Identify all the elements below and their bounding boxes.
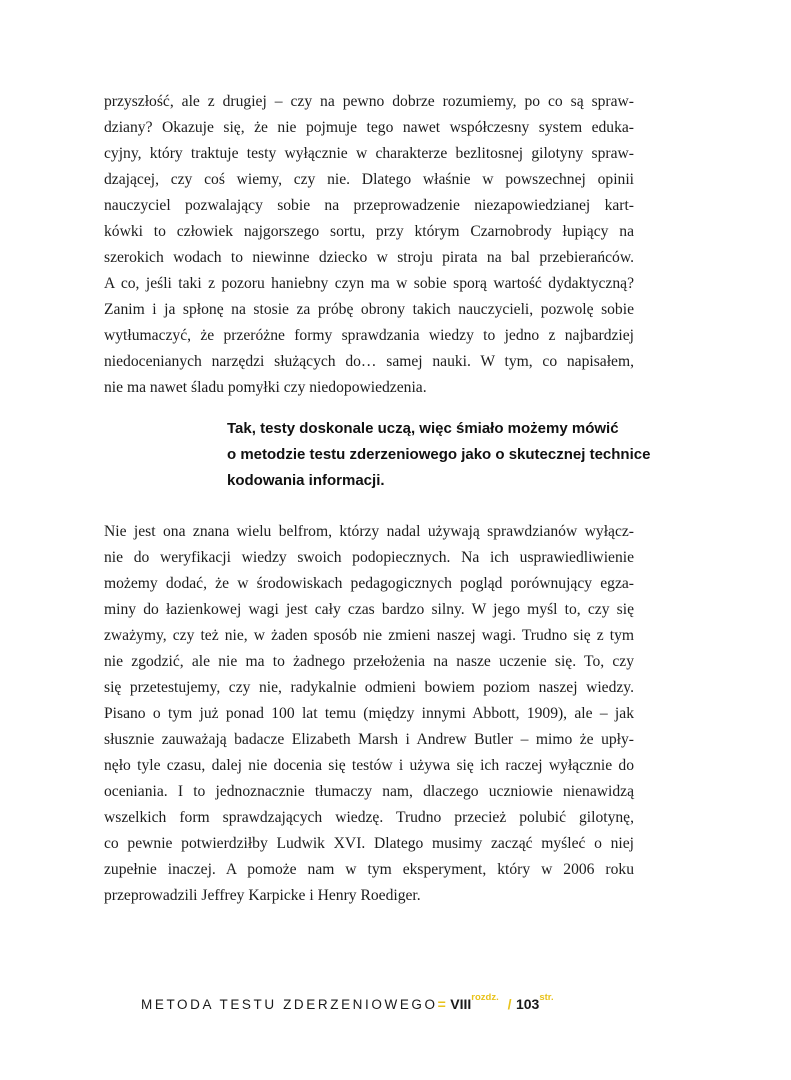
text-line: niedocenianych narzędzi służących do… samej nauki. W tym, co napisałem, [104, 353, 634, 370]
text-line: A co, jeśli taki z pozoru haniebny czyn ma w sobie sporą wartość dydaktyczną? [104, 275, 634, 292]
text-line: nie zgodzić, ale nie ma to żadnego przełożenia na nasze uczenie się. To, czy [104, 653, 634, 670]
text-line: przyszłość, ale z drugiej – czy na pewno dobrze rozumiemy, po co są spraw- [104, 93, 634, 110]
text-line: nie do weryfikacji wiedzy swoich podopiecznych. Na ich usprawiedliwienie [104, 549, 634, 566]
text-line: dzającej, czy coś wiemy, czy nie. Dlatego właśnie w powszechnej opinii [104, 171, 634, 188]
text-line: możemy dodać, że w środowiskach pedagogicznych pogląd porównujący egza- [104, 575, 634, 592]
text-line: Nie jest ona znana wielu belfrom, którzy nadal używają sprawdzianów wyłącz- [104, 523, 634, 540]
footer-slash: / [507, 996, 512, 1012]
footer-book-title: METODA TESTU ZDERZENIOWEGO [141, 997, 438, 1012]
text-line: nęło tyle czasu, dalej nie docenia się testów i używa się ich raczej wyłącznie do [104, 757, 634, 774]
text-line: nie ma nawet śladu pomyłki czy niedopowiedzenia. [104, 379, 427, 396]
footer-separator: = [437, 996, 446, 1012]
text-line: nauczyciel pozwalający sobie na przeprowadzenie niezapowiedzianej kart- [104, 197, 634, 214]
text-line: słusznie zauważają badacze Elizabeth Marsh i Andrew Butler – mimo że upły- [104, 731, 634, 748]
text-line: zupełnie inaczej. A pomoże nam w tym eksperyment, który w 2006 roku [104, 861, 634, 878]
text-line: szerokich wodach to niewinne dziecko w stroju pirata na bal przebierańców. [104, 249, 634, 266]
body-paragraph-2 [104, 519, 634, 909]
text-line: zważymy, czy też nie, w żaden sposób nie zmieni naszej wagi. Trudno się z tym [104, 627, 634, 644]
footer-page-number: 103 [515, 996, 540, 1012]
text-line: kówki to człowiek najgorszego sortu, przy którym Czarnobrody łupiący na [104, 223, 634, 240]
text-line: Zanim i ja spłonę na stosie za próbę obrony takich nauczycieli, pozwolę sobie [104, 301, 634, 318]
footer-chapter-number: VIII [450, 996, 472, 1012]
pull-quote-line: kodowania informacji. [227, 472, 385, 489]
text-line: się przetestujemy, czy nie, radykalnie odmieni bowiem poziom naszej wiedzy. [104, 679, 634, 696]
text-line: Pisano o tym już ponad 100 lat temu (między innymi Abbott, 1909), ale – jak [104, 705, 634, 722]
running-footer [141, 992, 554, 1022]
text-line: wszelkich form sprawdzających wiedzę. Trudno przecież polubić gilotynę, [104, 809, 634, 826]
body-paragraph-1 [104, 89, 634, 401]
pull-quote [227, 416, 651, 494]
text-line: cyjny, który traktuje testy wyłącznie w charakterze bezlitosnej gilotyny spraw- [104, 145, 634, 162]
text-line: przeprowadzili Jeffrey Karpicke i Henry Roediger. [104, 887, 421, 904]
text-line: co pewnie potwierdziłby Ludwik XVI. Dlatego musimy zacząć myśleć o niej [104, 835, 634, 852]
text-line: miny do łazienkowej wagi jest cały czas bardzo silny. W jego myśl to, czy się [104, 601, 634, 618]
pull-quote-line: o metodzie testu zderzeniowego jako o skutecznej technice [227, 446, 651, 463]
footer-page-label: str. [539, 992, 554, 1003]
text-line: dziany? Okazuje się, że nie pojmuje tego nawet współczesny system eduka- [104, 119, 634, 136]
text-line: wytłumaczyć, że przeróżne formy sprawdzania wiedzy to jedno z najbardziej [104, 327, 634, 344]
pull-quote-line: Tak, testy doskonale uczą, więc śmiało możemy mówić [227, 420, 619, 437]
text-line: oceniania. I to jednoznacznie tłumaczy nam, dlaczego uczniowie nienawidzą [104, 783, 634, 800]
footer-chapter-label: rozdz. [471, 992, 499, 1003]
